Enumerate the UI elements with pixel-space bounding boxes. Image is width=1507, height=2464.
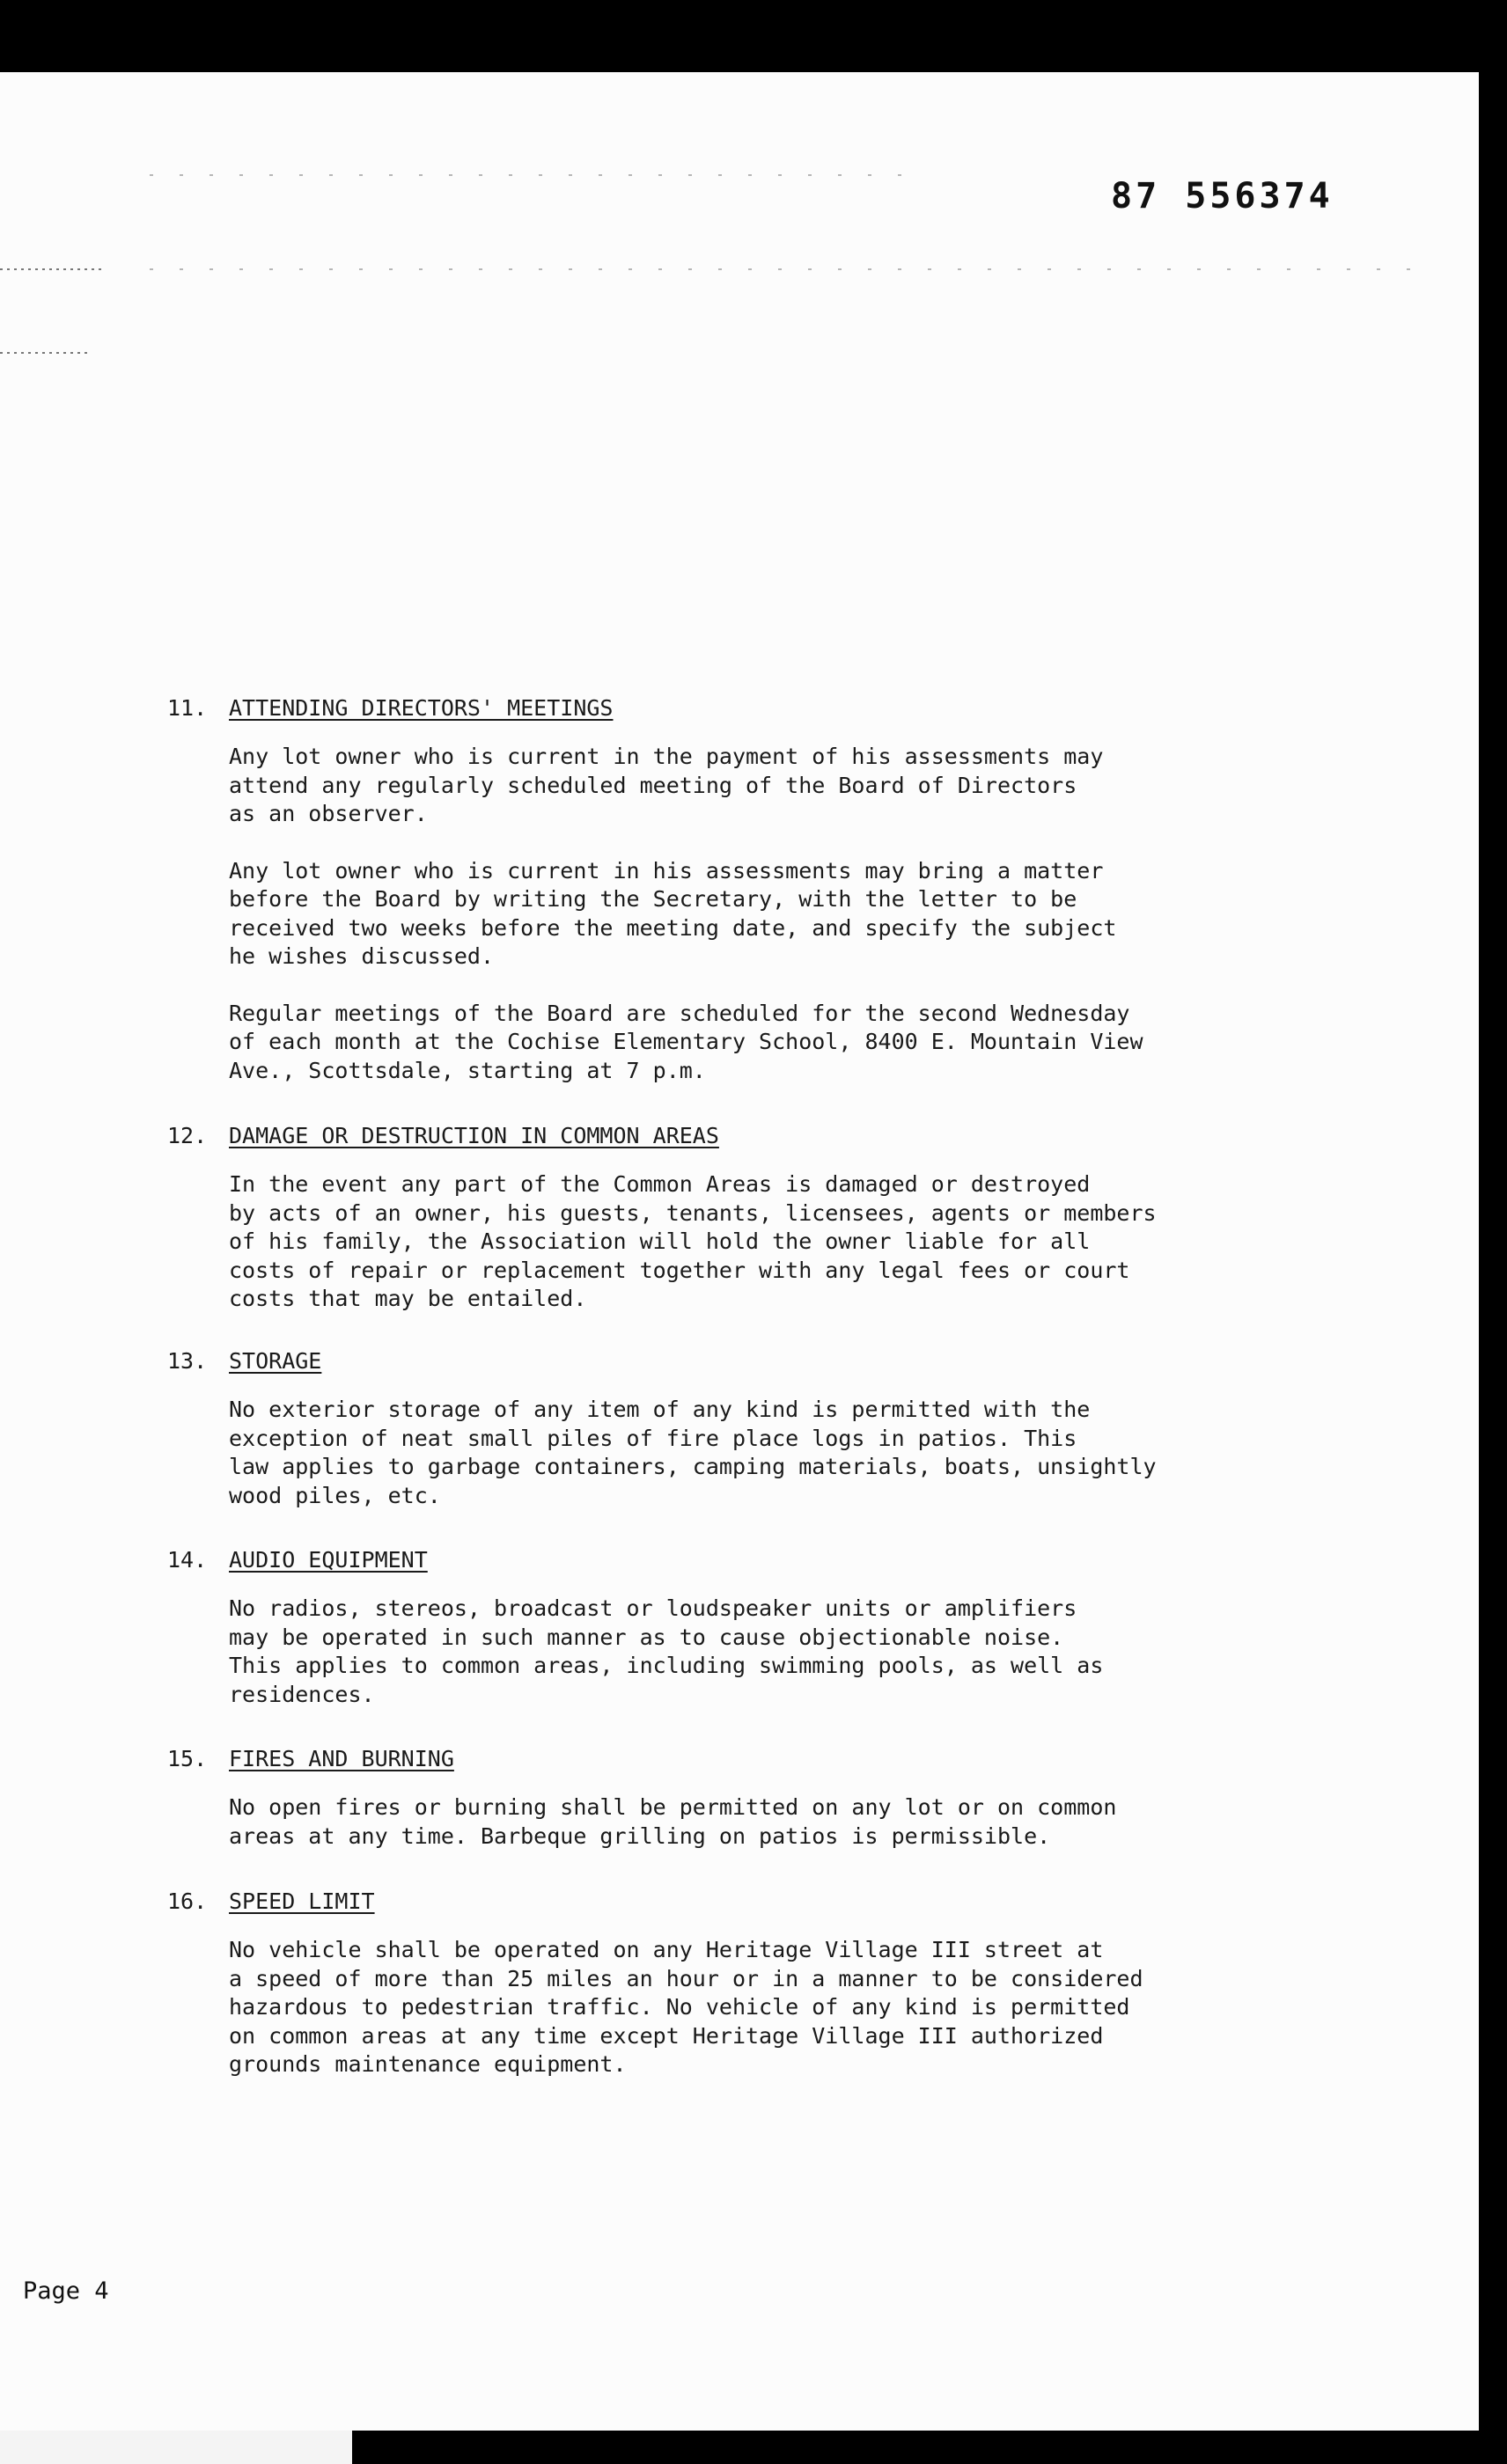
section-title: ATTENDING DIRECTORS' MEETINGS [229, 695, 614, 721]
scan-noise [150, 268, 1435, 270]
section-title: STORAGE [229, 1348, 322, 1374]
page-number: Page 4 [23, 2277, 109, 2305]
section-paragraph: Any lot owner who is current in his assessments may bring a matter before the Board by writing the Secretary, with the letter to be received two weeks before the meeting date, and specify the subject he wishes discussed. [229, 857, 1117, 969]
scan-border-top [0, 0, 1507, 72]
section-14 [167, 1545, 1312, 1709]
section-title: AUDIO EQUIPMENT [229, 1547, 428, 1573]
section-number: 11. [167, 695, 208, 721]
section-paragraph: No vehicle shall be operated on any Heritage Village III street at a speed of more than 25 miles an hour or in a manner to be considered hazardous to pedestrian traffic. No vehicle of any kind is permitted on common areas at any time except Heritage Village III authorized grounds maintenance equipment. [229, 1937, 1143, 2077]
section-heading [167, 1744, 1312, 1774]
section-number: 15. [167, 1746, 208, 1771]
section-11 [167, 693, 1312, 1085]
section-paragraph: No radios, stereos, broadcast or loudspeaker units or amplifiers may be operated in such manner as to cause objectionable noise. This applies to common areas, including swimming pools, as well as residences. [229, 1595, 1104, 1707]
scan-noise [0, 268, 106, 270]
section-number: 13. [167, 1348, 208, 1374]
scan-border-bottom-left [0, 2431, 352, 2464]
section-15 [167, 1744, 1312, 1851]
section-number: 12. [167, 1123, 208, 1148]
scan-noise [0, 352, 88, 354]
section-number: 16. [167, 1888, 208, 1914]
section-16 [167, 1887, 1312, 2079]
section-13 [167, 1346, 1312, 1510]
section-heading [167, 1545, 1312, 1575]
section-paragraph: No open fires or burning shall be permitted on any lot or on common areas at any time. Barbeque grilling on patios is permissible. [229, 1794, 1117, 1849]
section-heading [167, 1346, 1312, 1376]
section-paragraph: Regular meetings of the Board are scheduled for the second Wednesday of each month at the Cochise Elementary School, 8400 E. Mountain View Ave., Scottsdale, starting at 7 p.m. [229, 1000, 1143, 1083]
section-paragraph: In the event any part of the Common Areas is damaged or destroyed by acts of an owner, his guests, tenants, licensees, agents or members of his family, the Association will hold the owner liable for all costs of repair or replacement together with any legal fees or court costs that may be entailed. [229, 1171, 1157, 1311]
section-title: SPEED LIMIT [229, 1888, 375, 1914]
section-paragraph: Any lot owner who is current in the payment of his assessments may attend any regularly scheduled meeting of the Board of Directors as an observer. [229, 744, 1104, 826]
scan-noise [150, 174, 907, 176]
section-heading [167, 1121, 1312, 1151]
section-title: FIRES AND BURNING [229, 1746, 454, 1771]
section-title: DAMAGE OR DESTRUCTION IN COMMON AREAS [229, 1123, 719, 1148]
section-number: 14. [167, 1547, 208, 1573]
section-12 [167, 1121, 1312, 1314]
document-number: 87 556374 [1111, 176, 1334, 216]
scan-border-right [1479, 53, 1507, 2464]
section-heading [167, 693, 1312, 723]
scan-border-bottom [352, 2431, 1507, 2464]
section-heading [167, 1887, 1312, 1917]
section-paragraph: No exterior storage of any item of any kind is permitted with the exception of neat small piles of fire place logs in patios. This law applies to garbage containers, camping materials, boats, unsightly wood piles, etc. [229, 1397, 1157, 1508]
